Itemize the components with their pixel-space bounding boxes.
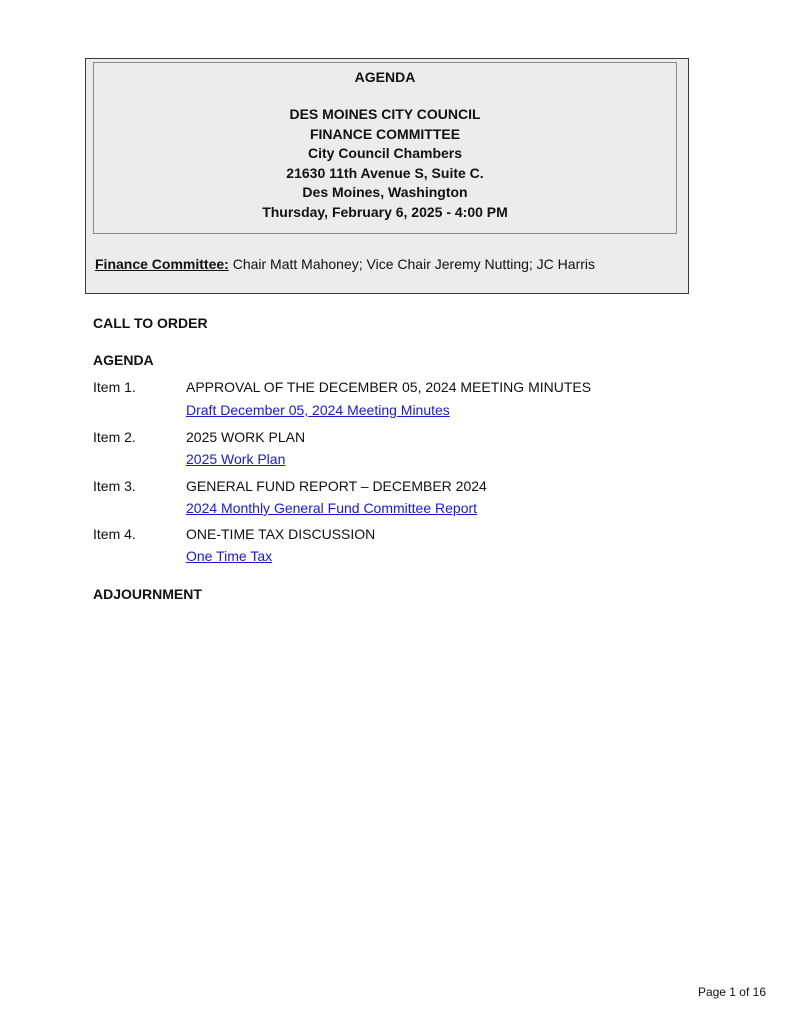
item-2-work-plan-link[interactable]: 2025 Work Plan	[186, 451, 286, 467]
item-3-report-link[interactable]: 2024 Monthly General Fund Committee Report	[186, 500, 478, 516]
item-3-label: Item 3.	[93, 478, 136, 494]
meeting-datetime: Thursday, February 6, 2025 - 4:00 PM	[262, 203, 508, 220]
committee-name: FINANCE COMMITTEE	[309, 125, 461, 142]
meeting-city: Des Moines, Washington	[302, 184, 468, 200]
item-1-label: Item 1.	[93, 379, 136, 395]
council-name: DES MOINES CITY COUNCIL	[289, 106, 481, 122]
committee-label: Finance Committee:	[95, 256, 229, 272]
item-4-label: Item 4.	[93, 526, 136, 542]
item-3-title: GENERAL FUND REPORT – DECEMBER 2024	[186, 478, 487, 494]
item-2-label: Item 2.	[93, 429, 136, 445]
committee-members: Chair Matt Mahoney; Vice Chair Jeremy Nutting; JC Harris	[232, 256, 596, 272]
agenda-title: AGENDA	[354, 69, 416, 85]
item-1-title: APPROVAL OF THE DECEMBER 05, 2024 MEETING MINUTES	[186, 379, 592, 395]
call-to-order-heading: CALL TO ORDER	[93, 315, 208, 331]
meeting-room: City Council Chambers	[307, 145, 463, 161]
meeting-details	[94, 105, 676, 222]
item-4-tax-link[interactable]: One Time Tax	[186, 548, 273, 564]
agenda-header-box	[85, 58, 689, 294]
item-4-title: ONE-TIME TAX DISCUSSION	[186, 526, 376, 542]
agenda-header-inner-box	[93, 62, 677, 234]
adjournment-heading: ADJOURNMENT	[93, 586, 202, 602]
item-2-title: 2025 WORK PLAN	[186, 429, 306, 445]
committee-members-line	[95, 256, 595, 272]
item-1-minutes-link[interactable]: Draft December 05, 2024 Meeting Minutes	[186, 402, 450, 418]
meeting-address: 21630 11th Avenue S, Suite C.	[286, 164, 484, 181]
agenda-heading: AGENDA	[93, 352, 154, 368]
page-number: Page 1 of 16	[697, 985, 766, 999]
